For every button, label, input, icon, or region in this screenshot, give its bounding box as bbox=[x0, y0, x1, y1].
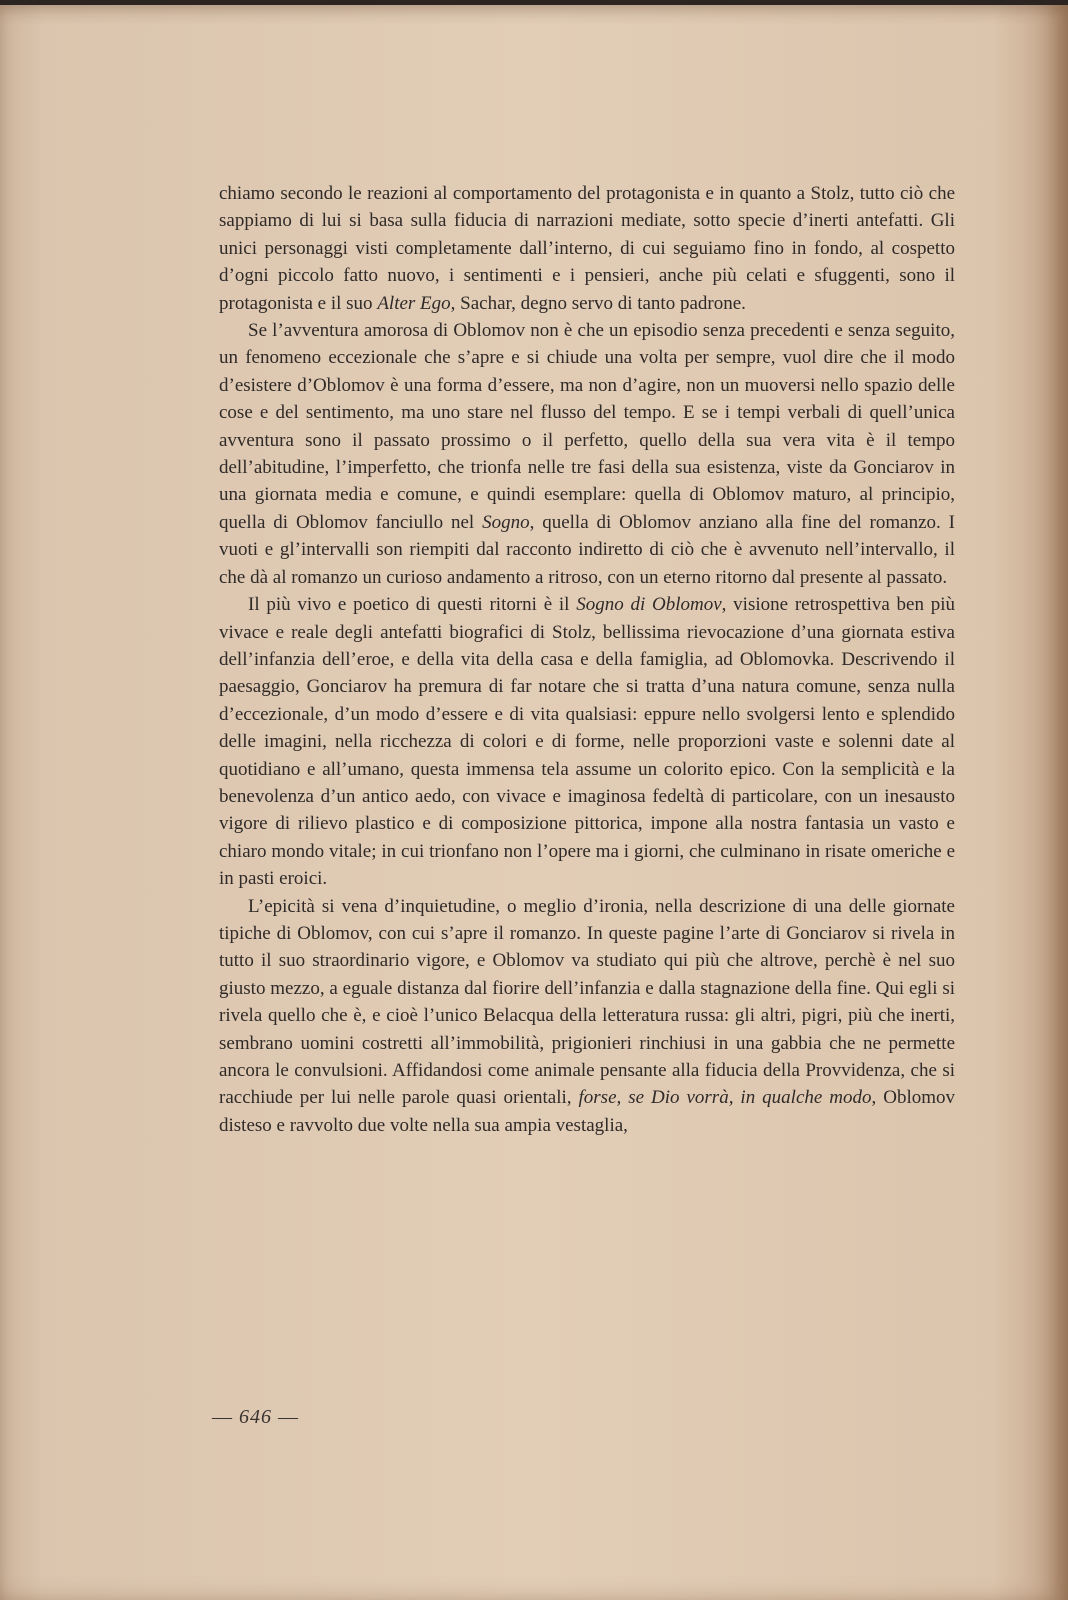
text-run: Il più vivo e poetico di questi ritorni è il bbox=[248, 594, 577, 616]
text-run: Se l’avventura amorosa di Oblomov non è che un episodio senza precedenti e senza seguito, un fenomeno eccezionale che s’apre e si chiude una volta per sempre, vuol dire che il modo d’esistere d’Oblomov è una forma d’essere, ma non d’agire, non un muoversi nello spazio delle cose e del sentimento, ma uno stare nel flusso del tempo. E se i tempi verbali di quell’unica avventura sono il passato prossimo o il perfetto, quello della sua vera vita è il tempo dell’abitudine, l’imperfetto, che trionfa nelle tre fasi della sua esistenza, viste da Gonciarov in una giornata media e comune, e quindi esemplare: quella di Oblomov maturo, al principio, quella di Oblomov fanciullo nel bbox=[219, 320, 955, 533]
text-run: L’epicità si vena d’inquietudine, o meglio d’ironia, nella descrizione di una delle giornate tipiche di Oblomov, con cui s’apre il romanzo. In queste pagine l’arte di Gonciarov si rivela in tutto il suo straordinario vigore, e Oblomov va studiato qui più che altrove, perchè è nel suo giusto mezzo, a eguale distanza dal fiorire dell’infanzia e dalla stagnazione della fine. Qui egli si rivela quello che è, e cioè l’unico Belacqua della letteratura russa: gli altri, pigri, più che inerti, sembrano uomini costretti all’immobilità, prigionieri rinchiusi in una gabbia che ne permette ancora le convulsioni. Affidandosi come animale pensante alla fiducia della Provvidenza, che si racchiude per lui nelle parole quasi orientali, bbox=[219, 895, 955, 1109]
text-run: , visione retrospettiva ben più vivace e reale degli antefatti biografici di Stolz, bellissima rievocazione d’una giornata estiva dell’infanzia dell’eroe, e della vita della casa e della famiglia, ad Oblomovka. Descrivendo il paesaggio, Gonciarov ha premura di far notare che si tratta d’una natura comune, senza nulla d’eccezionale, d’un modo d’essere e di vita qualsiasi: eppure nello svolgersi lento e splendido delle imagini, nella ricchezza di colori e di forme, nelle proporzioni vaste e solenni date al quotidiano e all’umano, questa immensa tela assume un colorito epico. Con la semplicità e la benevolenza d’un antico aedo, con vivace e imaginosa fedeltà di particolare, con un inesausto vigore di rilievo plastico e di composizione pittorica, impone alla nostra fantasia un vasto e chiaro mondo vitale; in cui trionfano non l’opere ma i giorni, che culminano in risate omeriche e in pasti eroici. bbox=[219, 594, 956, 890]
italic-run: Sogno bbox=[482, 511, 530, 533]
paragraph-3 bbox=[219, 591, 955, 892]
italic-run: forse, se Dio vorrà, in qualche modo bbox=[578, 1087, 872, 1109]
folio-number: 646 bbox=[239, 1406, 272, 1428]
paragraph-2 bbox=[219, 317, 955, 591]
folio-dash-right: — bbox=[278, 1406, 299, 1428]
text-run: , quella di Oblomov anziano alla fine del romanzo. I vuoti e gl’intervalli son riempiti dal racconto indiretto di ciò che è avvenuto nell’intervallo, il che dà al romanzo un curioso andamento a ritroso, con un eterno ritorno dal presente al passato. bbox=[219, 511, 955, 588]
paragraph-1 bbox=[219, 180, 955, 317]
text-run: , Oblomov disteso e ravvolto due volte nella sua ampia vestaglia, bbox=[219, 1087, 955, 1136]
folio-dash-left: — bbox=[212, 1406, 233, 1428]
body-text bbox=[219, 180, 955, 1139]
italic-run: Alter Ego bbox=[377, 292, 451, 314]
page-number bbox=[212, 1406, 299, 1429]
page-top-edge bbox=[0, 0, 1068, 5]
text-run: , Sachar, degno servo di tanto padrone. bbox=[450, 292, 746, 314]
paragraph-4 bbox=[219, 893, 955, 1140]
italic-run: Sogno di Oblomov bbox=[576, 594, 722, 616]
text-run: chiamo secondo le reazioni al comportamento del protagonista e in quanto a Stolz, tutto ciò che sappiamo di lui si basa sulla fiducia di narrazioni mediate, sotto specie d’inerti antefatti. Gli unici personaggi visti completamente dall’interno, di cui seguiamo fino in fondo, al cospetto d’ogni piccolo fatto nuovo, i sentimenti e i pensieri, anche più celati e sfuggenti, sono il protagonista e il suo bbox=[219, 183, 955, 314]
